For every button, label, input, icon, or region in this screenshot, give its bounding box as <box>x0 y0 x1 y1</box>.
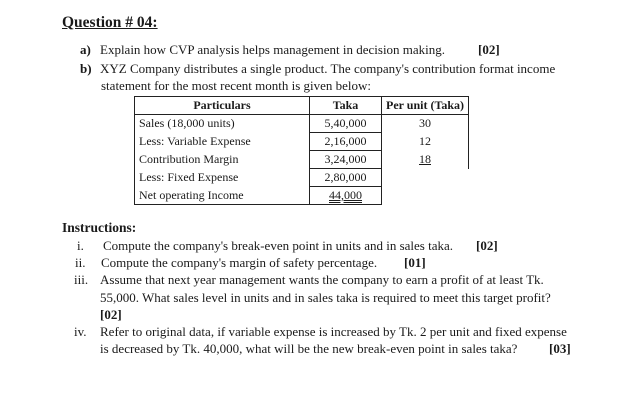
instruction-text-line2: is decreased by Tk. 40,000, what will be the new break-even point in sales taka? <box>100 341 518 356</box>
header-taka: Taka <box>310 97 382 115</box>
instruction-item <box>74 324 567 340</box>
instruction-text: Refer to original data, if variable expense is increased by Tk. 2 per unit and fixed expense <box>100 324 567 339</box>
row-particular: Sales (18,000 units) <box>135 115 310 133</box>
instruction-marks: [03] <box>549 341 571 356</box>
instruction-number: i. <box>77 238 84 253</box>
question-a-marks: [02] <box>478 42 500 57</box>
question-a-label: a) <box>80 42 91 57</box>
instruction-text: Compute the company's margin of safety percentage. <box>101 255 378 270</box>
instruction-marks: [01] <box>404 255 426 270</box>
table-row <box>135 169 469 187</box>
row-taka: 2,80,000 <box>310 169 382 187</box>
instructions-title: Instructions: <box>62 220 137 235</box>
table-row <box>135 115 469 133</box>
row-particular: Net operating Income <box>135 187 310 205</box>
table-row <box>135 151 469 169</box>
instruction-text: Assume that next year management wants the company to earn a profit of at least Tk. <box>100 272 544 287</box>
row-per-unit <box>382 151 469 169</box>
question-title: Question # 04: <box>62 14 158 31</box>
row-particular: Less: Variable Expense <box>135 133 310 151</box>
instruction-item <box>77 238 453 254</box>
row-particular: Less: Fixed Expense <box>135 169 310 187</box>
question-b-line2: statement for the most recent month is given below: <box>101 78 372 93</box>
instruction-number: ii. <box>75 255 86 270</box>
header-per-unit: Per unit (Taka) <box>382 97 469 115</box>
row-per-unit-value: 18 <box>419 152 431 166</box>
table-row <box>135 187 469 205</box>
row-taka <box>310 187 382 205</box>
question-b <box>80 61 555 77</box>
table-row <box>135 133 469 151</box>
row-per-unit: 12 <box>382 133 469 151</box>
row-particular: Contribution Margin <box>135 151 310 169</box>
instruction-marks: [02] <box>476 238 498 253</box>
instruction-text: Compute the company's break-even point in units and in sales taka. <box>103 238 454 253</box>
instruction-item <box>75 255 377 271</box>
income-statement-table <box>134 96 469 205</box>
question-a-text: Explain how CVP analysis helps management in decision making. <box>100 42 446 57</box>
row-per-unit <box>382 169 469 187</box>
instruction-text-line2: 55,000. What sales level in units and in sales taka is required to meet this target profit? <box>100 290 551 305</box>
row-taka-value: 44,000 <box>329 188 362 202</box>
question-b-line1: XYZ Company distributes a single product. The company's contribution format income <box>100 61 556 76</box>
header-particulars: Particulars <box>135 97 310 115</box>
row-taka: 5,40,000 <box>310 115 382 133</box>
row-taka: 3,24,000 <box>310 151 382 169</box>
row-per-unit: 30 <box>382 115 469 133</box>
instruction-marks: [02] <box>100 307 122 322</box>
instruction-item <box>74 272 544 288</box>
row-per-unit <box>382 187 469 205</box>
table-header-row <box>135 97 469 115</box>
instruction-number: iii. <box>74 272 89 287</box>
question-b-label: b) <box>80 61 92 76</box>
row-taka: 2,16,000 <box>310 133 382 151</box>
instruction-number: iv. <box>74 324 87 339</box>
question-a <box>80 42 445 58</box>
